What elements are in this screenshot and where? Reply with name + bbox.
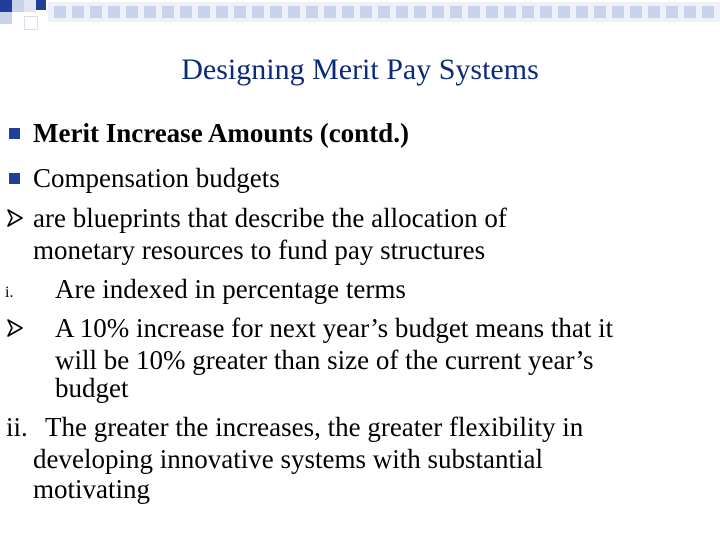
square-bullet-icon xyxy=(9,128,20,139)
roman-marker: i. xyxy=(5,284,14,301)
square-bullet-icon xyxy=(9,173,20,184)
bullet-text-line: monetary resources to fund pay structures xyxy=(33,235,486,265)
bullet-text: Compensation budgets xyxy=(33,163,280,193)
roman-marker: ii. xyxy=(6,412,28,442)
bullet-text-line: developing innovative systems with substantial xyxy=(33,444,543,474)
arrow-bullet-icon xyxy=(6,208,24,228)
bullet-text-line: The greater the increases, the greater flexibility in xyxy=(45,412,584,442)
bullet-heading: Merit Increase Amounts (contd.) xyxy=(33,118,409,148)
bullet-text-line: budget xyxy=(55,373,129,403)
bullet-text-line: motivating xyxy=(33,474,150,504)
bullet-text-line: will be 10% greater than size of the current year’s xyxy=(55,345,594,375)
bullet-text-line: A 10% increase for next year’s budget means that it xyxy=(55,313,614,343)
arrow-bullet-icon xyxy=(6,318,24,338)
header-checker-pattern xyxy=(0,0,720,34)
bullet-text: Are indexed in percentage terms xyxy=(55,274,406,304)
slide-title: Designing Merit Pay Systems xyxy=(181,53,539,86)
bullet-text-line: are blueprints that describe the allocation of xyxy=(33,203,507,233)
